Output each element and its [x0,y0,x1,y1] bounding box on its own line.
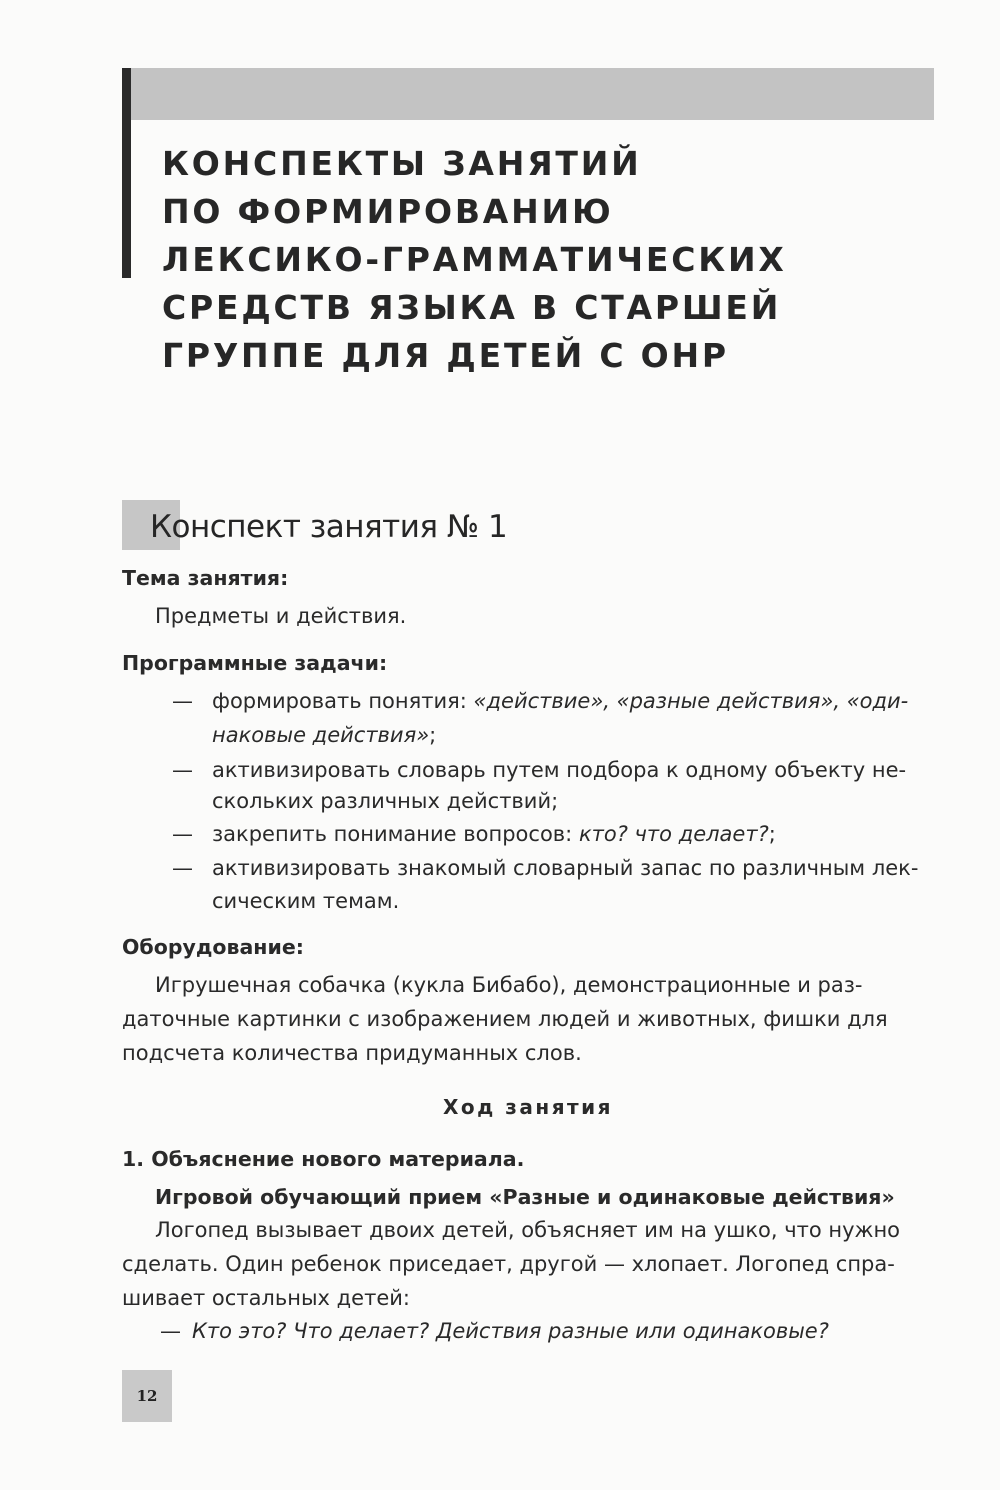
dialogue-question: Кто это? Что делает? Действия разные или одинаковые? [192,1319,829,1343]
tasks-label: Программные задачи: [122,651,388,675]
topic-label: Тема занятия: [122,566,289,590]
task-line [212,720,436,751]
list-dash: — [172,856,193,880]
equipment-line: Игрушечная собачка (кукла Бибабо), демонстрационные и раз- [155,973,863,997]
paragraph-line: сделать. Один ребенок приседает, другой — хлопает. Логопед спра- [122,1252,895,1276]
equipment-line: подсчета количества придуманных слов. [122,1041,582,1065]
chapter-title [162,140,922,380]
lesson-title: Конспект занятия № 1 [150,509,508,545]
task-text: сическим темам. [212,889,400,913]
chapter-title-line: КОНСПЕКТЫ ЗАНЯТИЙ [162,144,642,183]
paragraph-line: Логопед вызывает двоих детей, объясняет им на ушко, что нужно [155,1218,901,1242]
task-italic-text: наковые действия» [212,723,430,747]
chapter-title-line: СРЕДСТВ ЯЗЫКА В СТАРШЕЙ [162,288,782,327]
task-text: активизировать словарь путем подбора к одному объекту не- [212,758,907,782]
dialogue-dash: — [160,1319,181,1343]
task-line [212,686,908,717]
page-number: 12 [136,1387,158,1405]
task-italic-text: кто? что делает? [578,822,769,846]
header-band [122,68,934,120]
progress-heading: Ход занятия [443,1095,613,1119]
paragraph-line: шивает остальных детей: [122,1286,410,1310]
title-accent-bar [122,68,131,278]
task-line [212,819,776,850]
list-dash: — [172,758,193,782]
task-text: активизировать знакомый словарный запас по различным лек- [212,856,919,880]
task-text: закрепить понимание вопросов: [212,822,579,846]
technique-heading: Игровой обучающий прием «Разные и одинаковые действия» [155,1185,895,1209]
list-dash: — [172,822,193,846]
step-heading: 1. Объяснение нового материала. [122,1147,525,1171]
task-text: скольких различных действий; [212,789,559,813]
chapter-title-line: ПО ФОРМИРОВАНИЮ [162,192,614,231]
task-text: формировать понятия: [212,689,474,713]
list-dash: — [172,689,193,713]
equipment-label: Оборудование: [122,935,304,959]
task-text: ; [768,822,776,846]
chapter-title-line: ГРУППЕ ДЛЯ ДЕТЕЙ С ОНР [162,336,729,375]
chapter-title-line: ЛЕКСИКО-ГРАММАТИЧЕСКИХ [162,240,787,279]
task-text: ; [429,723,437,747]
topic-text: Предметы и действия. [155,604,407,628]
equipment-line: даточные картинки с изображением людей и животных, фишки для [122,1007,888,1031]
task-italic-text: «действие», «разные действия», «оди- [473,689,909,713]
